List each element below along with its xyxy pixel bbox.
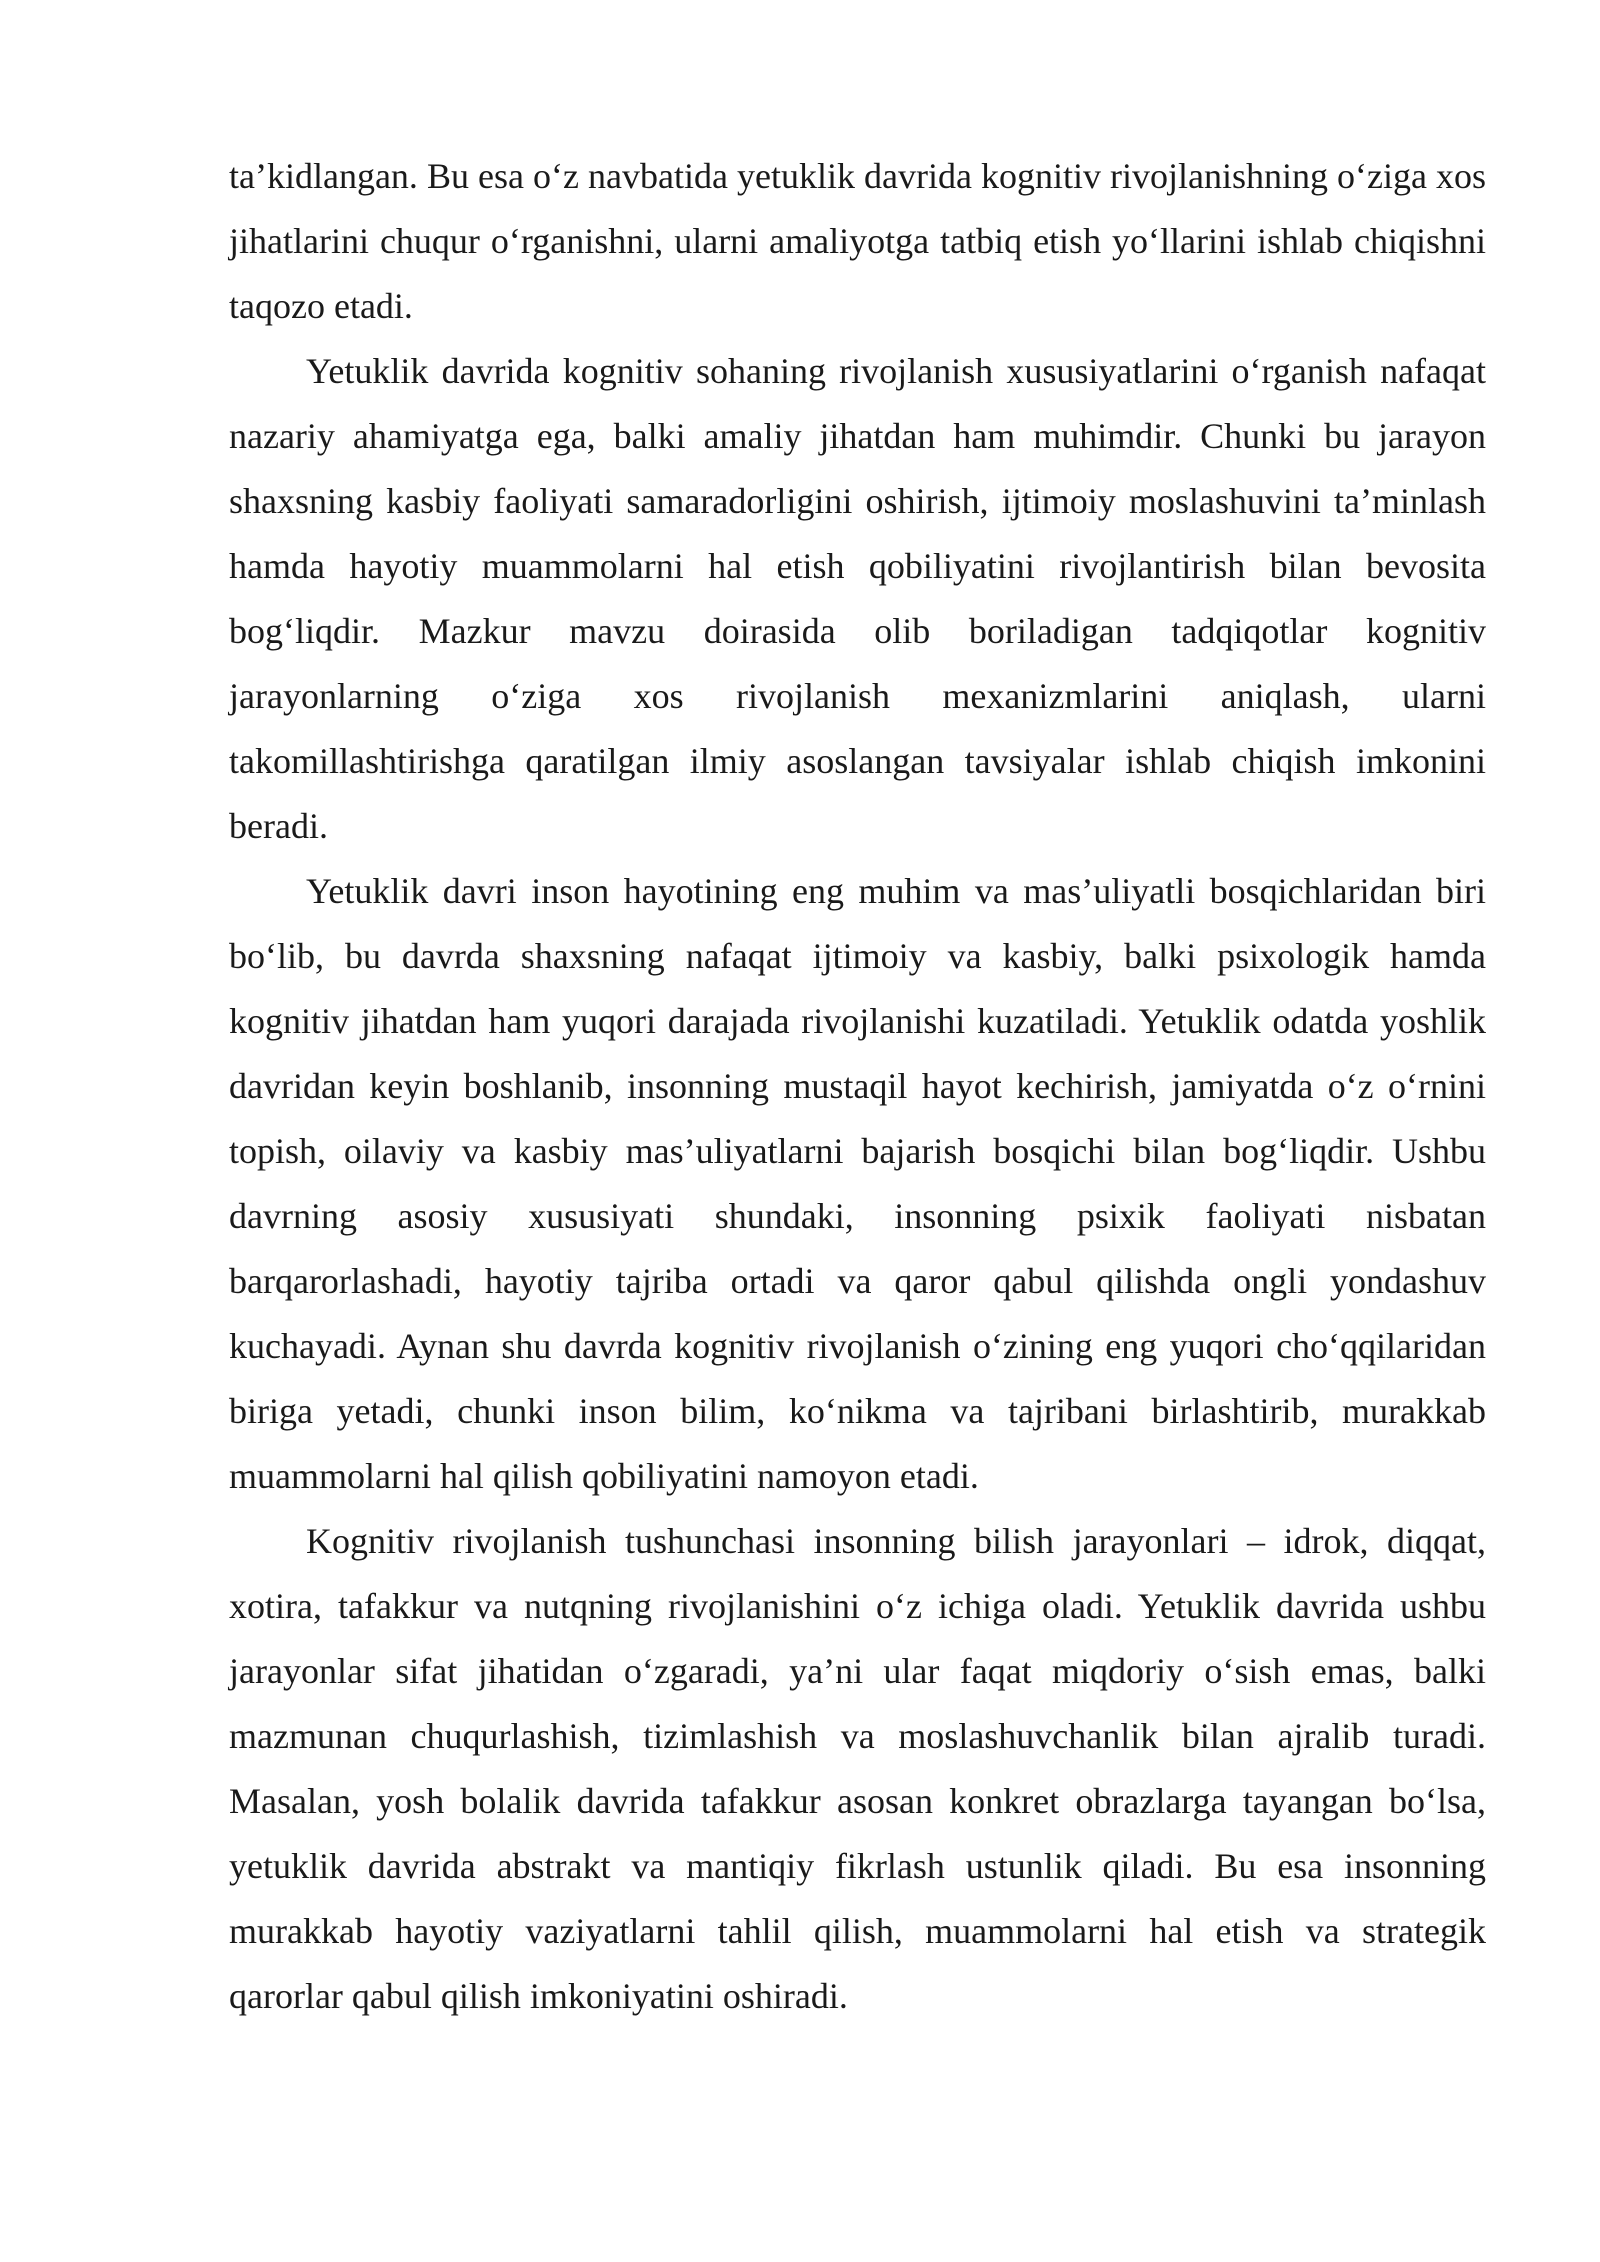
body-text [229, 144, 1486, 2029]
paragraph: Yetuklik davri inson hayotining eng muhim va mas’uliyatli bosqichlaridan biri bo‘lib, bu davrda shaxsning nafaqat ijtimoiy va kasbiy, balki psixologik hamda kognitiv jihatdan ham yuqori darajada rivojlanishi kuzatiladi. Yetuklik odatda yoshlik davridan keyin boshlanib, insonning mustaqil hayot kechirish, jamiyatda o‘z o‘rnini topish, oilaviy va kasbiy mas’uliyatlarni bajarish bosqichi bilan bog‘liqdir. Ushbu davrning asosiy xususiyati shundaki, insonning psixik faoliyati nisbatan barqarorlashadi, hayotiy tajriba ortadi va qaror qabul qilishda ongli yondashuv kuchayadi. Aynan shu davrda kognitiv rivojlanish o‘zining eng yuqori cho‘qqilaridan biriga yetadi, chunki inson bilim, ko‘nikma va tajribani birlashtirib, murakkab muammolarni hal qilish qobiliyatini namoyon etadi. [229, 871, 1486, 1496]
paragraph-continuation: ta’kidlangan. Bu esa o‘z navbatida yetuklik davrida kognitiv rivojlanishning o‘ziga xos jihatlarini chuqur o‘rganishni, ularni amaliyotga tatbiq etish yo‘llarini ishlab chiqishni taqozo etadi. [229, 156, 1486, 326]
paragraph: Kognitiv rivojlanish tushunchasi insonning bilish jarayonlari – idrok, diqqat, xotira, tafakkur va nutqning rivojlanishini o‘z ichiga oladi. Yetuklik davrida ushbu jarayonlar sifat jihatidan o‘zgaradi, ya’ni ular faqat miqdoriy o‘sish emas, balki mazmunan chuqurlashish, tizimlashish va moslashuvchanlik bilan ajralib turadi. Masalan, yosh bolalik davrida tafakkur asosan konkret obrazlarga tayangan bo‘lsa, yetuklik davrida abstrakt va mantiqiy fikrlash ustunlik qiladi. Bu esa insonning murakkab hayotiy vaziyatlarni tahlil qilish, muammolarni hal etish va strategik qarorlar qabul qilish imkoniyatini oshiradi. [229, 1521, 1486, 2016]
paragraph: Yetuklik davrida kognitiv sohaning rivojlanish xususiyatlarini o‘rganish nafaqat nazariy ahamiyatga ega, balki amaliy jihatdan ham muhimdir. Chunki bu jarayon shaxsning kasbiy faoliyati samaradorligini oshirish, ijtimoiy moslashuvini ta’minlash hamda hayotiy muammolarni hal etish qobiliyatini rivojlantirish bilan bevosita bog‘liqdir. Mazkur mavzu doirasida olib boriladigan tadqiqotlar kognitiv jarayonlarning o‘ziga xos rivojlanish mexanizmlarini aniqlash, ularni takomillashtirishga qaratilgan ilmiy asoslangan tavsiyalar ishlab chiqish imkonini beradi. [229, 351, 1486, 846]
